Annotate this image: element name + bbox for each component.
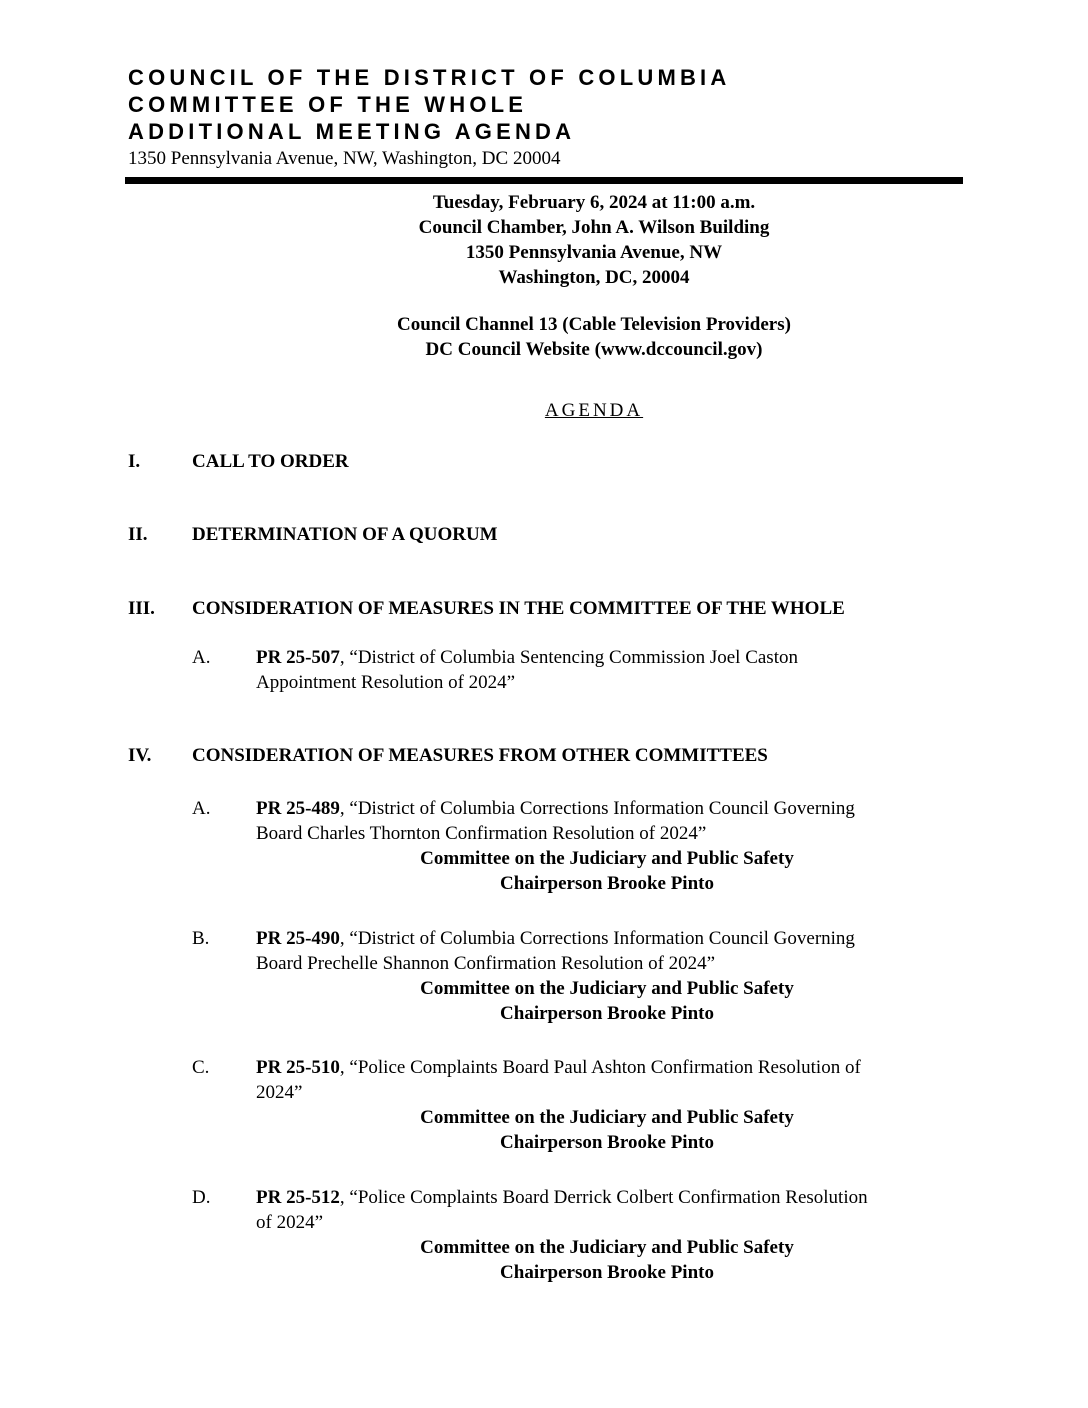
agenda-item [192,926,958,1026]
resolution-number: PR 25-507 [256,647,340,668]
section-title: CONSIDERATION OF MEASURES FROM OTHER COMMITTEES [192,745,768,766]
section-number: III. [128,598,155,619]
section-quorum [128,522,958,547]
header-address: 1350 Pennsylvania Avenue, NW, Washington, DC 20004 [128,148,561,169]
resolution-number: PR 25-512 [256,1187,340,1208]
resolution-title-line2: Board Prechelle Shannon Confirmation Resolution of 2024” [256,953,716,974]
section-number: II. [128,524,148,545]
document-header [128,64,968,171]
committee-chair: Chairperson Brooke Pinto [500,873,714,894]
committee-name: Committee on the Judiciary and Public Safety [420,848,794,869]
broadcast-details [0,312,1088,362]
item-letter: A. [192,647,211,668]
resolution-number: PR 25-490 [256,928,340,949]
section-measures-other [128,743,958,768]
item-letter: C. [192,1057,210,1078]
council-name: COUNCIL OF THE DISTRICT OF COLUMBIA [128,65,731,90]
section-number: I. [128,451,141,472]
resolution-title-line2: 2024” [256,1082,303,1103]
committee-assignment [256,1235,958,1285]
agenda-type: ADDITIONAL MEETING AGENDA [128,119,576,144]
committee-assignment [256,1105,958,1155]
resolution-title-line1: , “District of Columbia Corrections Information Council Governing [339,798,855,819]
resolution-number: PR 25-510 [256,1057,340,1078]
header-divider [125,177,963,184]
committee-chair: Chairperson Brooke Pinto [500,1003,714,1024]
resolution-title-line1: , “District of Columbia Corrections Information Council Governing [339,928,855,949]
broadcast-website: DC Council Website (www.dccouncil.gov) [425,339,763,360]
committee-name: Committee on the Judiciary and Public Safety [420,1237,794,1258]
agenda-item [192,645,958,695]
committee-name: COMMITTEE OF THE WHOLE [128,92,528,117]
item-letter: D. [192,1187,211,1208]
agenda-item [192,1185,958,1285]
meeting-details [0,190,1088,290]
committee-name: Committee on the Judiciary and Public Safety [420,1107,794,1128]
agenda-item [192,1055,958,1155]
broadcast-channel: Council Channel 13 (Cable Television Providers) [397,314,791,335]
section-measures-cow [128,596,958,621]
resolution-title-line1: , “Police Complaints Board Derrick Colbert Confirmation Resolution [339,1187,868,1208]
meeting-street: 1350 Pennsylvania Avenue, NW [465,242,723,263]
committee-chair: Chairperson Brooke Pinto [500,1132,714,1153]
agenda-heading: AGENDA [544,400,644,421]
committee-assignment [256,976,958,1026]
agenda-item [192,796,958,896]
committee-chair: Chairperson Brooke Pinto [500,1262,714,1283]
item-letter: B. [192,928,210,949]
committee-assignment [256,846,958,896]
meeting-city: Washington, DC, 20004 [498,267,690,288]
section-title: CALL TO ORDER [192,451,349,472]
section-number: IV. [128,745,152,766]
resolution-title-line2: of 2024” [256,1212,324,1233]
committee-name: Committee on the Judiciary and Public Safety [420,978,794,999]
section-call-to-order [128,449,958,474]
section-title: CONSIDERATION OF MEASURES IN THE COMMITTEE OF THE WHOLE [192,598,845,619]
resolution-title-line1: , “Police Complaints Board Paul Ashton Confirmation Resolution of [339,1057,861,1078]
meeting-datetime: Tuesday, February 6, 2024 at 11:00 a.m. [432,192,756,213]
resolution-title-line2: Appointment Resolution of 2024” [256,672,516,693]
resolution-title-line1: , “District of Columbia Sentencing Commission Joel Caston [339,647,798,668]
meeting-location: Council Chamber, John A. Wilson Building [418,217,770,238]
resolution-title-line2: Board Charles Thornton Confirmation Resolution of 2024” [256,823,707,844]
section-title: DETERMINATION OF A QUORUM [192,524,498,545]
resolution-number: PR 25-489 [256,798,340,819]
item-letter: A. [192,798,211,819]
